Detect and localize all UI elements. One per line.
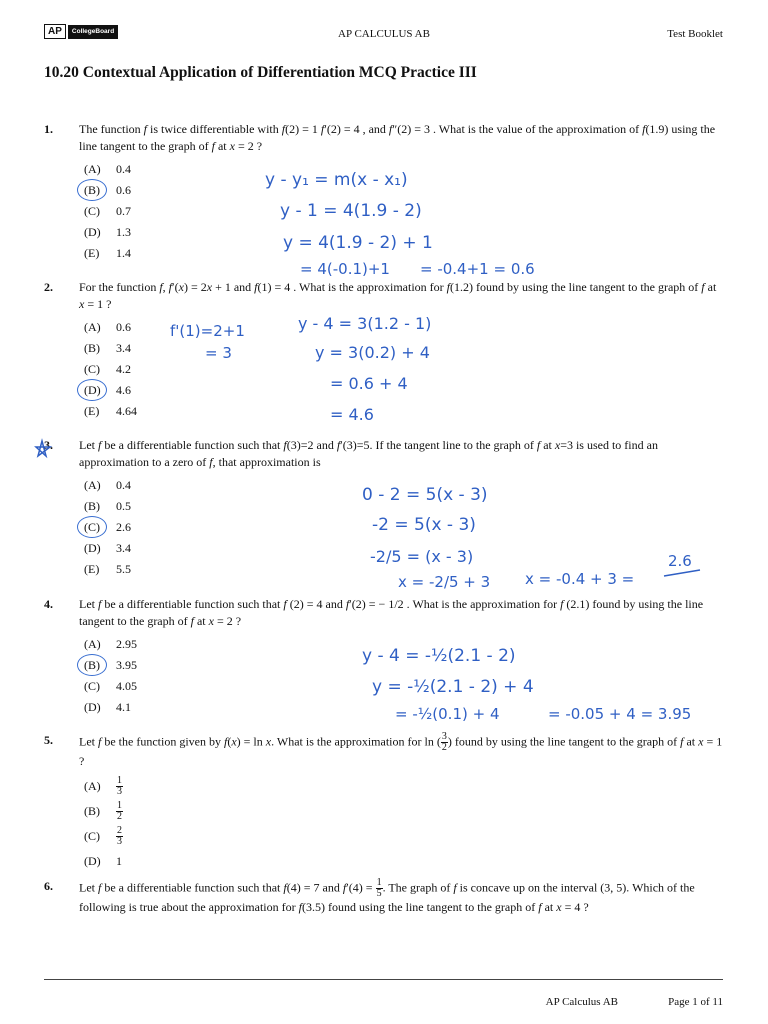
question-text: The function f is twice differentiable with f(2) = 1 f′(2) = 4 , and f″(2) = 3 . What is the value of the approximation of f(1.9) using the line tangent to the graph of f at x = 2 ? (79, 122, 716, 153)
option-b[interactable]: (B) 1 2 (84, 800, 122, 822)
option-b[interactable]: (B) 3.95 (84, 655, 724, 676)
option-e[interactable]: (E) 1.4 (84, 246, 131, 260)
hw-q2-line3: y - 4 = 3(1.2 - 1) (298, 314, 432, 333)
option-d[interactable]: (D) 1 (84, 854, 122, 868)
question-text: Let f be a differentiable function such that f(3)=2 and f′(3)=5. If the tangent line to the graph of f at x=3 is used to find an approximation to a zero of f, that approximation is (79, 438, 658, 469)
hw-q4-line2: y = -½(2.1 - 2) + 4 (372, 677, 534, 697)
option-c[interactable]: (C) 0.7 (84, 204, 131, 218)
question-number: 1. (44, 122, 53, 136)
question-number: 2. (44, 280, 53, 294)
header-booklet: Test Booklet (667, 28, 723, 40)
question-3 (44, 437, 724, 580)
question-5 (44, 732, 724, 874)
hw-q4-line4: = -0.05 + 4 = 3.95 (548, 705, 692, 723)
question-text: Let f be a differentiable function such that f(4) = 7 and f′(4) = $\frac{1}{5}$ . The graph of f is concave up on the interval (3, 5). Which of the following is true about the approximation for f(3.5) found using the line tangent to the graph of f at x = 4 ? (79, 877, 695, 914)
hw-q4-line3: = -½(0.1) + 4 (395, 705, 500, 723)
collegeboard-logo: CollegeBoard (68, 25, 118, 39)
question-6 (44, 878, 724, 916)
footer-course: AP Calculus AB (545, 996, 618, 1008)
option-c[interactable]: (C) 2.6 (84, 517, 724, 538)
question-number: 6. (44, 879, 53, 893)
option-e[interactable]: (E) 4.64 (84, 404, 137, 418)
answer-circle (77, 654, 107, 676)
option-a[interactable]: (A) 0.6 (84, 320, 131, 334)
option-d[interactable]: (D) 3.4 (84, 541, 131, 555)
hw-q1-line1: y - y₁ = m(x - x₁) (265, 170, 408, 190)
question-number: 4. (44, 597, 53, 611)
question-1 (44, 121, 724, 264)
hw-q3-line2: -2 = 5(x - 3) (372, 515, 476, 535)
hw-q1-line5: = -0.4+1 = 0.6 (420, 260, 535, 278)
option-c[interactable]: (C) 4.2 (84, 362, 131, 376)
option-d[interactable]: (D) 4.1 (84, 700, 131, 714)
footer-divider (44, 979, 723, 980)
option-a[interactable]: (A) 0.4 (84, 478, 131, 492)
hw-q2-line1: f'(1)=2+1 (170, 322, 245, 340)
hw-q2-line6: = 4.6 (330, 405, 374, 424)
question-4 (44, 596, 724, 718)
option-c[interactable]: (C) 2 3 (84, 825, 122, 847)
hw-q3-line4: x = -2/5 + 3 (398, 573, 491, 591)
question-text: For the function f, f′(x) = 2x + 1 and f(1) = 4 . What is the approximation for f(1.2) found by using the line tangent to the graph of f at x = 1 ? (79, 280, 717, 311)
option-b[interactable]: (B) 0.5 (84, 499, 131, 513)
question-text: Let f be the function given by f(x) = ln x. What is the approximation for ln ( $\frac{3}{2}$ ) found by using the line tangent to the graph of f at x = 1 ? (79, 731, 723, 768)
hw-q1-line2: y - 1 = 4(1.9 - 2) (280, 201, 422, 221)
option-b[interactable]: (B) 0.6 (84, 180, 724, 201)
option-a[interactable]: (A) 2.95 (84, 637, 137, 651)
ap-logo: AP (44, 24, 66, 39)
option-a[interactable]: (A) 1 3 (84, 775, 122, 797)
hw-q3-line1: 0 - 2 = 5(x - 3) (362, 485, 488, 505)
option-a[interactable]: (A) 0.4 (84, 162, 131, 176)
hw-q2-line2: = 3 (205, 344, 232, 362)
hw-q1-line4: = 4(-0.1)+1 (300, 260, 390, 278)
hw-q2-line4: y = 3(0.2) + 4 (315, 343, 430, 362)
option-d[interactable]: (D) 1.3 (84, 225, 131, 239)
answer-circle (77, 379, 107, 401)
hw-q1-line3: y = 4(1.9 - 2) + 1 (283, 233, 433, 253)
hw-q4-line1: y - 4 = -½(2.1 - 2) (362, 646, 516, 666)
answer-circle (77, 179, 107, 201)
question-number: 5. (44, 733, 53, 747)
answer-circle (77, 516, 107, 538)
option-b[interactable]: (B) 3.4 (84, 341, 131, 355)
question-text: Let f be a differentiable function such that f (2) = 4 and f′(2) = − 1/2 . What is the approximation for f (2.1) found by using the line tangent to the graph of f at x = 2 ? (79, 597, 704, 628)
hw-q3-line6: 2.6 (668, 552, 692, 570)
option-c[interactable]: (C) 4.05 (84, 679, 137, 693)
option-e[interactable]: (E) 5.5 (84, 562, 131, 576)
question-number: 3. (44, 438, 53, 452)
page-title: 10.20 Contextual Application of Differentiation MCQ Practice III (44, 64, 477, 81)
question-2 (44, 279, 724, 422)
page-number: Page 1 of 11 (668, 996, 723, 1008)
hw-q2-line5: = 0.6 + 4 (330, 374, 408, 393)
hw-q3-line3: -2/5 = (x - 3) (370, 547, 474, 566)
hw-q3-line5: x = -0.4 + 3 = (525, 570, 635, 588)
header-course: AP CALCULUS AB (338, 28, 430, 40)
option-d[interactable]: (D) 4.6 (84, 380, 724, 401)
